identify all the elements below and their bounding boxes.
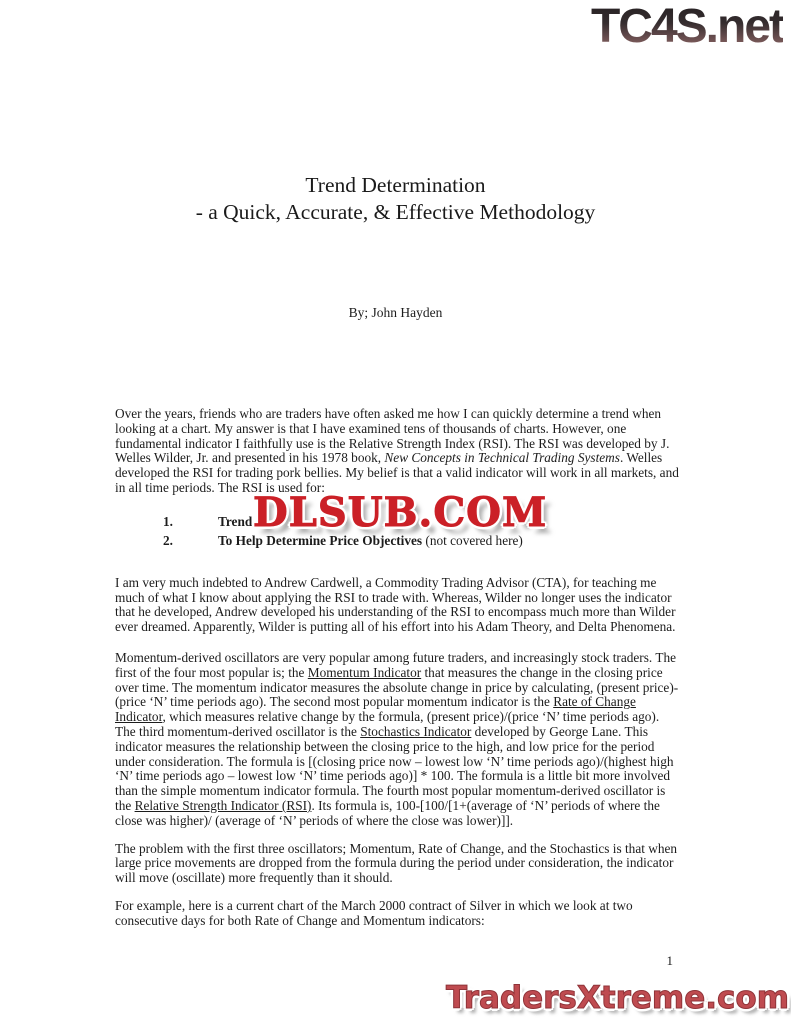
- document-body: [115, 407, 682, 929]
- page-number: 1: [666, 953, 673, 968]
- tc4s-logo: TC4S.net: [590, 0, 783, 53]
- list-item-number: 1.: [163, 513, 173, 529]
- list-item-text: To Help Determine Price Objectives (not covered here): [218, 532, 523, 548]
- title-line1: Trend Determination: [305, 173, 486, 197]
- dlsub-watermark: DLSUB.COM: [253, 489, 548, 536]
- list-item-text: Trend A: [218, 513, 265, 529]
- tradersxtreme-logo: TradersXtreme.com: [445, 980, 789, 1016]
- paragraph-cardwell: I am very much indebted to Andrew Cardwell, a Commodity Trading Advisor (CTA), for teaching me much of what I know about applying the RSI to trade with. Whereas, Wilder no longer uses the indicator that he developed, Andrew developed his understanding of the RSI to encompass much more than Wilder ever dreamed. Apparently, Wilder is putting all of his effort into his Adam Theory, and Delta Phenomena.: [115, 574, 676, 635]
- paragraph-intro: Over the years, friends who are traders have often asked me how I can quickly determine a trend when looking at a chart. My answer is that I have examined tens of thousands of charts. However, one fundamental indicator I faithfully use is the Relative Strength Index (RSI). The RSI was developed by J. Welles Wilder, Jr. and presented in his 1978 book, New Concepts in Technical Trading Systems. Welles developed the RSI for trading pork bellies. My belief is that a valid indicator will work in all markets, and in all time periods. The RSI is used for:: [115, 406, 679, 495]
- title-line2: - a Quick, Accurate, & Effective Methodology: [195, 200, 596, 224]
- paragraph-oscillators: Momentum-derived oscillators are very popular among future traders, and increasingly stock traders. The first of the four most popular is; the Momentum Indicator that measures the change in the closing price over time. The momentum indicator measures the absolute change in price by calculating, (present price)-(price ‘N’ time periods ago). The second most popular momentum indicator is the Rate of Change Indicator, which measures relative change by the formula, (present price)/(price ‘N’ time periods ago). The third momentum-derived oscillator is the Stochastics Indicator developed by George Lane. This indicator measures the relationship between the closing price to the high, and low price for the period under consideration. The formula is [(closing price now – lowest low ‘N’ time periods ago)/(highest high ‘N’ time periods ago – lowest low ‘N’ time periods ago)] * 100. The formula is a little bit more involved than the simple momentum indicator formula. The fourth most popular momentum-derived oscillator is the Relative Strength Indicator (RSI). Its formula is, 100-[100/[1+(average of ‘N’ periods of where the close was higher)/ (average of ‘N’ periods of where the close was lower)]].: [115, 649, 679, 828]
- list-item-number: 2.: [163, 532, 173, 548]
- paragraph-problem: The problem with the first three oscillators; Momentum, Rate of Change, and the Stochastics is that when large price movements are dropped from the formula during the period under consideration, the indicator will move (oscillate) more frequently than it should.: [115, 840, 678, 886]
- paragraph-example: For example, here is a current chart of the March 2000 contract of Silver in which we look at two consecutive days for both Rate of Change and Momentum indicators:: [115, 897, 633, 928]
- byline: By; John Hayden: [348, 305, 443, 320]
- page-title: [0, 172, 791, 226]
